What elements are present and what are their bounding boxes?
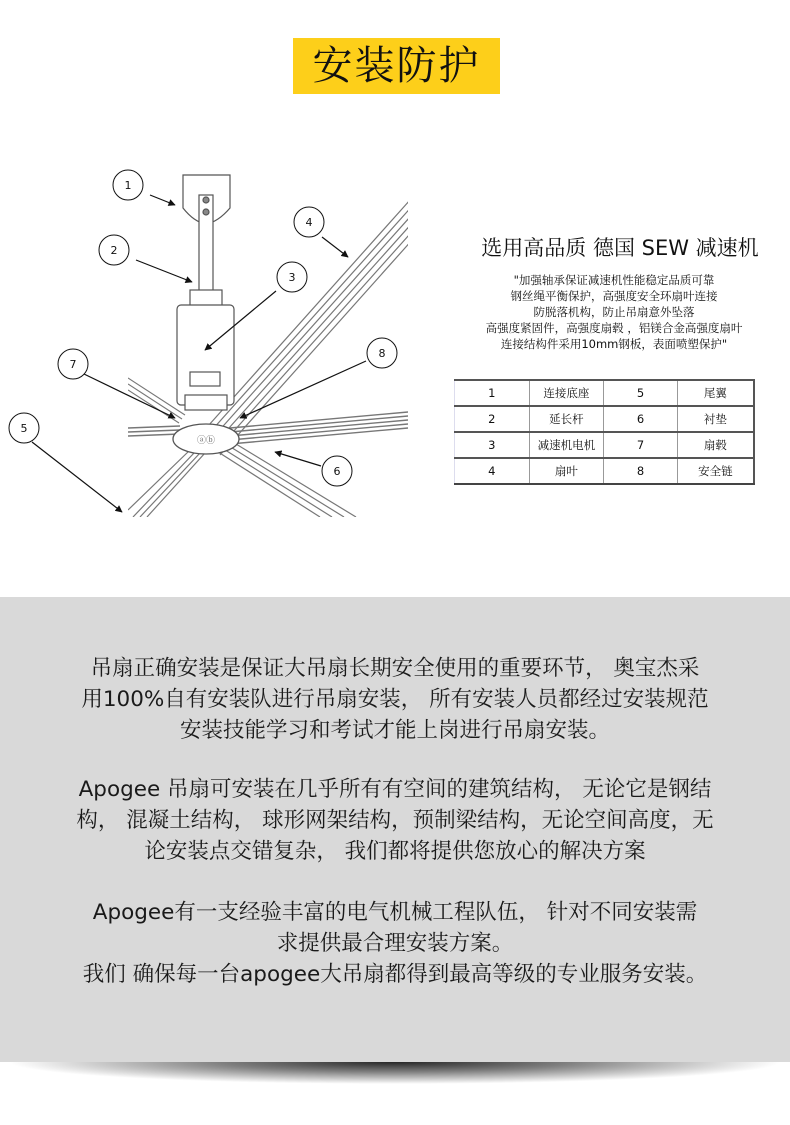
- part-number: 7: [604, 432, 678, 458]
- svg-text:6: 6: [333, 465, 341, 478]
- section-title-banner: [293, 38, 500, 94]
- svg-text:ⓐⓑ: ⓐⓑ: [196, 436, 216, 446]
- svg-text:7: 7: [69, 358, 77, 371]
- table-row: [455, 380, 755, 406]
- paragraph-line: 安装技能学习和考试才能上岗进行吊扇安装。: [179, 718, 610, 743]
- part-name: 减速机电机: [529, 432, 604, 458]
- section-title: 安装防护: [312, 43, 481, 89]
- callout-1: [113, 170, 143, 200]
- part-name: 扇毂: [677, 432, 754, 458]
- spec-heading: 选用高品质 德国 SEW 减速机: [481, 236, 759, 260]
- table-row: [455, 432, 755, 458]
- spec-line: 高强度紧固件，高强度扇毂 ，铝镁合金高强度扇叶: [485, 321, 743, 335]
- part-number: 1: [455, 380, 530, 406]
- part-number: 2: [455, 406, 530, 432]
- part-number: 6: [604, 406, 678, 432]
- callout-5: [9, 413, 39, 443]
- callout-7: [58, 349, 88, 379]
- motor-assembly: [177, 175, 234, 410]
- table-row: [455, 406, 755, 432]
- svg-text:8: 8: [378, 347, 386, 360]
- svg-text:1: 1: [124, 179, 132, 192]
- paragraph-line: 求提供最合理安装方案。: [276, 931, 514, 956]
- part-number: 5: [604, 380, 678, 406]
- part-name: 扇叶: [529, 458, 604, 484]
- spec-description: [448, 272, 780, 352]
- part-name: 衬垫: [677, 406, 754, 432]
- spec-line: 防脱落机构，防止吊扇意外坠落: [533, 305, 695, 319]
- fan-installation-diagram: [0, 160, 420, 530]
- callout-6: [322, 456, 352, 486]
- callout-3: [277, 262, 307, 292]
- paragraph-line: Apogee有一支经验丰富的电气机械工程队伍， 针对不同安装需: [92, 900, 698, 925]
- panel-shadow: [10, 1062, 780, 1102]
- paragraph-line: 吊扇正确安装是保证大吊扇长期安全使用的重要环节， 奥宝杰采: [90, 656, 700, 681]
- part-number: 4: [455, 458, 530, 484]
- paragraph-line: 论安装点交错复杂， 我们都将提供您放心的解决方案: [144, 839, 646, 864]
- callout-4: [294, 207, 324, 237]
- team-paragraph: [0, 897, 790, 990]
- callout-8: [367, 338, 397, 368]
- paragraph-line: 我们 确保每一台apogee大吊扇都得到最高等级的专业服务安装。: [82, 962, 708, 987]
- paragraph-line: 用100%自有安装队进行吊扇安装， 所有安装人员都经过安装规范: [81, 687, 709, 712]
- table-row: [455, 458, 755, 484]
- svg-text:4: 4: [305, 216, 313, 229]
- part-name: 安全链: [677, 458, 754, 484]
- part-number: 8: [604, 458, 678, 484]
- parts-table: [454, 379, 755, 485]
- spec-line: 钢丝绳平衡保护，高强度安全环扇叶连接: [510, 289, 718, 303]
- part-name: 连接底座: [529, 380, 604, 406]
- svg-text:5: 5: [20, 422, 28, 435]
- spec-line: 连接结构件采用10mm钢板，表面喷塑保护": [500, 337, 728, 351]
- paragraph-line: 构， 混凝土结构， 球形网架结构，预制梁结构，无论空间高度，无: [76, 808, 714, 833]
- part-name: 尾翼: [677, 380, 754, 406]
- svg-text:3: 3: [288, 271, 296, 284]
- paragraph-line: Apogee 吊扇可安装在几乎所有有空间的建筑结构， 无论它是钢结: [78, 777, 712, 802]
- structure-paragraph: [0, 774, 790, 867]
- installation-paragraph: [0, 653, 790, 746]
- spec-line: "加强轴承保证减速机性能稳定品质可靠: [513, 273, 715, 287]
- part-name: 延长杆: [529, 406, 604, 432]
- svg-text:2: 2: [110, 244, 118, 257]
- callout-2: [99, 235, 129, 265]
- part-number: 3: [455, 432, 530, 458]
